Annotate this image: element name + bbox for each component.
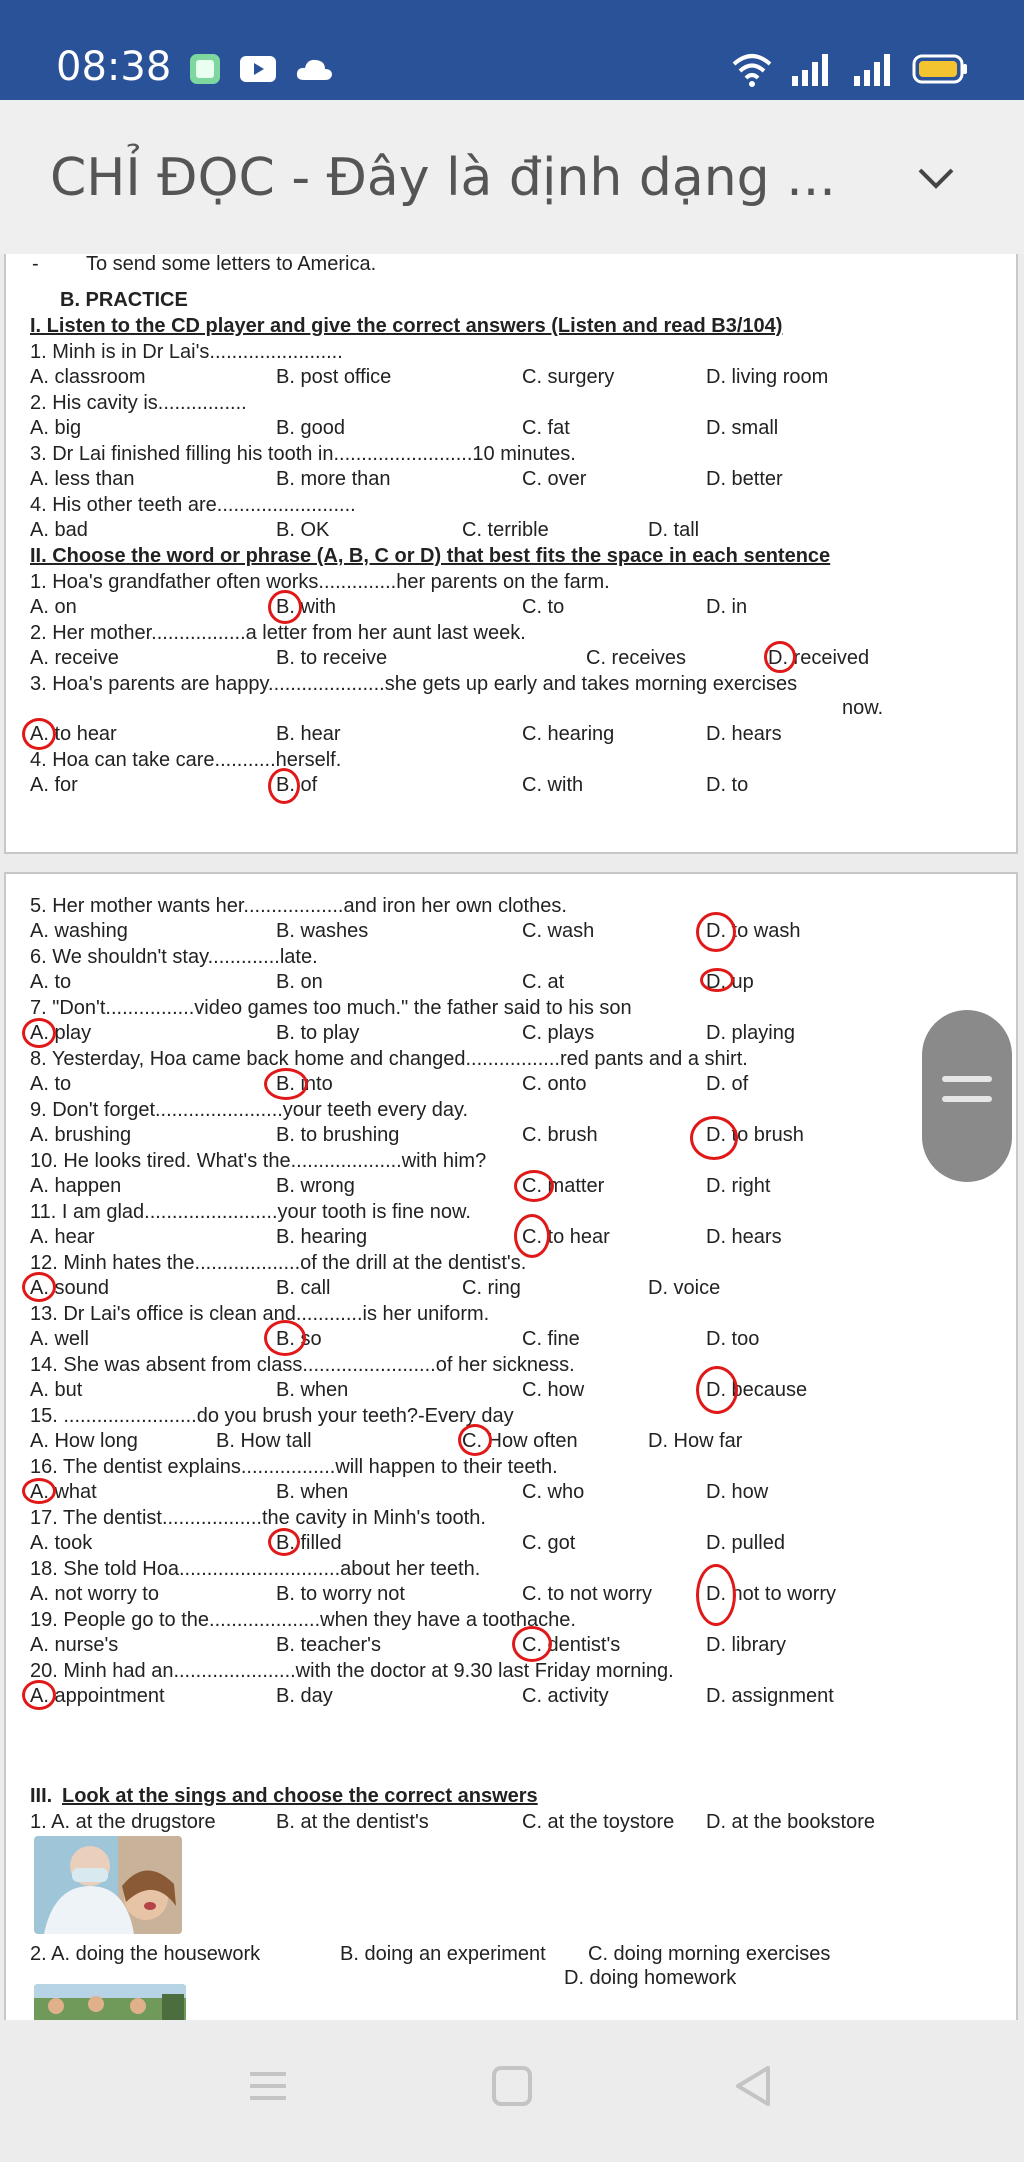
question: 14. She was absent from class........................of her sickness. [30,1354,575,1376]
question: 19. People go to the....................when they have a toothache. [30,1609,576,1631]
option: D. hears [706,1226,782,1248]
section-heading: B. PRACTICE [60,289,188,311]
option: D. tall [648,519,700,541]
section-heading: II. Choose the word or phrase (A, B, C or D) that best fits the space in each sentence [30,545,831,567]
option: C. plays [522,1022,595,1044]
option: D. to wash [706,920,801,942]
option: C. at [522,971,565,993]
option: C. matter [522,1175,605,1197]
option: A. washing [30,920,128,942]
answer-circle [764,641,796,673]
option: B. to play [276,1022,360,1044]
option: A. took [30,1532,93,1554]
option: B. teacher's [276,1634,381,1656]
back-icon[interactable] [730,2062,778,2110]
question: 12. Minh hates the...................of the drill at the dentist's. [30,1252,527,1274]
question: 6. We shouldn't stay.............late. [30,946,318,968]
document-viewer[interactable] [0,254,1024,2020]
option: B. to receive [276,647,388,669]
option: B. when [276,1481,349,1503]
option: B. good [276,417,345,439]
activity-photo [34,1984,186,2020]
answer-circle [690,1116,738,1160]
question: 9. Don't forget.......................your teeth every day. [30,1099,469,1121]
section-number: III. [30,1785,53,1807]
question: 1. Hoa's grandfather often works..............her parents on the farm. [30,571,610,593]
option: D. too [706,1328,760,1350]
option: B. at the dentist's [276,1811,429,1833]
option: A. nurse's [30,1634,119,1656]
question: 7. "Don't................video games too much." the father said to his son [30,997,632,1019]
option: C. how [522,1379,585,1401]
option: D. to [706,774,749,796]
option: D. library [706,1634,787,1656]
wifi-icon [730,52,774,88]
option: C. to [522,596,565,618]
option: A. but [30,1379,83,1401]
option: D. received [768,647,870,669]
question: 13. Dr Lai's office is clean and............is her uniform. [30,1303,490,1325]
home-icon[interactable] [488,2062,536,2110]
option: D. better [706,468,783,490]
option: B. day [276,1685,333,1707]
option: B. call [276,1277,331,1299]
question: 15. ........................do you brush your teeth?-Every day [30,1405,514,1427]
question: 2. Her mother.................a letter from her aunt last week. [30,622,526,644]
option: A. appointment [30,1685,165,1707]
question: 5. Her mother wants her..................and iron her own clothes. [30,895,567,917]
answer-circle [22,1680,56,1710]
option: D. not to worry [706,1583,837,1605]
scroll-handle[interactable] [922,1010,1012,1182]
signal-icon [790,52,834,88]
option: B. washes [276,920,369,942]
option: A. brushing [30,1124,132,1146]
answer-circle [700,968,734,992]
section-heading: I. Listen to the CD player and give the correct answers (Listen and read B3/104) [30,315,783,337]
option: B. OK [276,519,330,541]
answer-circle [268,1528,300,1556]
answer-circle [264,1320,306,1356]
question: 3. Hoa's parents are happy.....................she gets up early and takes morning exercises [30,673,798,695]
app-bar [0,100,1024,254]
answer-circle [268,590,302,624]
question: 1. Minh is in Dr Lai's........................ [30,341,343,363]
option: B. post office [276,366,392,388]
option: B. to brushing [276,1124,400,1146]
option: A. happen [30,1175,122,1197]
question-continuation: now. [842,697,884,719]
answer-circle [514,1170,554,1202]
option: A. to [30,1073,72,1095]
option: B. into [276,1073,333,1095]
question: 4. His other teeth are......................... [30,494,356,516]
option: D. because [706,1379,808,1401]
option: A. sound [30,1277,109,1299]
option: D. How far [648,1430,743,1452]
option: C. onto [522,1073,587,1095]
option: D. doing homework [564,1967,737,1989]
option: D. right [706,1175,771,1197]
option: D. up [706,971,754,993]
signal-icon [852,52,896,88]
answer-circle [696,1564,736,1626]
option: C. How often [462,1430,578,1452]
option: C. who [522,1481,585,1503]
option: D. in [706,596,748,618]
option: A. to hear [30,723,117,745]
option: A. receive [30,647,119,669]
option: C. receives [586,647,687,669]
option: D. pulled [706,1532,785,1554]
answer-circle [268,768,300,804]
answer-circle [512,1626,552,1662]
option: C. fat [522,417,570,439]
option: D. how [706,1481,769,1503]
question: 17. The dentist..................the cavity in Minh's tooth. [30,1507,486,1529]
option: C. hearing [522,723,615,745]
option: C. at the toystore [522,1811,675,1833]
option: B. doing an experiment [340,1943,546,1965]
option: A. bad [30,519,88,541]
option: B. more than [276,468,391,490]
option: A. How long [30,1430,138,1452]
option: B. wrong [276,1175,355,1197]
bullet: - [32,254,39,275]
answer-circle [264,1068,308,1100]
option: C. wash [522,920,595,942]
answer-circle [22,1272,56,1302]
option: C. doing morning exercises [588,1943,831,1965]
option: A. well [30,1328,89,1350]
option: A. not worry to [30,1583,159,1605]
option: B. hear [276,723,341,745]
option: 2. A. doing the housework [30,1943,261,1965]
answer-circle [22,1478,56,1504]
section-heading: Look at the sings and choose the correct answers [62,1785,538,1807]
option: A. on [30,596,77,618]
option: B. hearing [276,1226,368,1248]
question: 18. She told Hoa.............................about her teeth. [30,1558,481,1580]
option: A. hear [30,1226,95,1248]
option: C. over [522,468,587,490]
question: 3. Dr Lai finished filling his tooth in.........................10 minutes. [30,443,576,465]
navigation-bar [0,2020,1024,2162]
option: D. to brush [706,1124,804,1146]
clock: 08:38 [56,44,172,90]
option: B. when [276,1379,349,1401]
youtube-icon [240,56,276,82]
answer-circle [458,1424,492,1456]
option: C. ring [462,1277,521,1299]
option: D. voice [648,1277,721,1299]
option: B. so [276,1328,322,1350]
page-1 [4,254,1018,854]
option: D. playing [706,1022,795,1044]
answer-circle [22,718,56,750]
option: B. with [276,596,337,618]
option: C. with [522,774,584,796]
option: A. big [30,417,82,439]
question: 10. He looks tired. What's the....................with him? [30,1150,487,1172]
answer-circle [696,912,736,952]
option: B. filled [276,1532,342,1554]
option: D. living room [706,366,829,388]
intro-line: To send some letters to America. [86,254,377,275]
option: C. to not worry [522,1583,653,1605]
option: C. got [522,1532,576,1554]
dentist-photo [34,1836,182,1934]
option: B. of [276,774,318,796]
option: A. less than [30,468,135,490]
cloud-icon [294,56,334,82]
question: 11. I am glad........................your tooth is fine now. [30,1201,471,1223]
battery-icon [912,54,968,84]
option: D. small [706,417,779,439]
option: A. to [30,971,72,993]
option: 1. A. at the drugstore [30,1811,216,1833]
answer-circle [22,1018,56,1048]
option: C. dentist's [522,1634,621,1656]
page-2 [4,872,1018,2020]
option: A. play [30,1022,92,1044]
document-title: CHỈ ĐỌC - Đây là định dạng ... [50,148,836,208]
option: B. to worry not [276,1583,405,1605]
option: D. at the bookstore [706,1811,875,1833]
option: C. fine [522,1328,580,1350]
status-bar [0,0,1024,100]
answer-circle [514,1214,550,1258]
question: 16. The dentist explains.................will happen to their teeth. [30,1456,558,1478]
option: C. surgery [522,366,615,388]
recent-apps-icon[interactable] [244,2062,292,2110]
option: D. of [706,1073,749,1095]
app-notification-icon [188,52,222,86]
option: C. activity [522,1685,609,1707]
question: 4. Hoa can take care...........herself. [30,749,342,771]
question: 2. His cavity is................ [30,392,247,414]
option: A. what [30,1481,97,1503]
option: A. classroom [30,366,146,388]
option: C. brush [522,1124,598,1146]
option: D. assignment [706,1685,834,1707]
question: 8. Yesterday, Hoa came back home and changed.................red pants and a shirt. [30,1048,748,1070]
answer-circle [696,1366,738,1414]
question: 20. Minh had an......................with the doctor at 9.30 last Friday morning. [30,1660,674,1682]
option: D. hears [706,723,782,745]
option: B. on [276,971,323,993]
option: C. to hear [522,1226,610,1248]
option: A. for [30,774,78,796]
chevron-down-icon[interactable] [914,162,958,192]
option: C. terrible [462,519,549,541]
option: B. How tall [216,1430,312,1452]
